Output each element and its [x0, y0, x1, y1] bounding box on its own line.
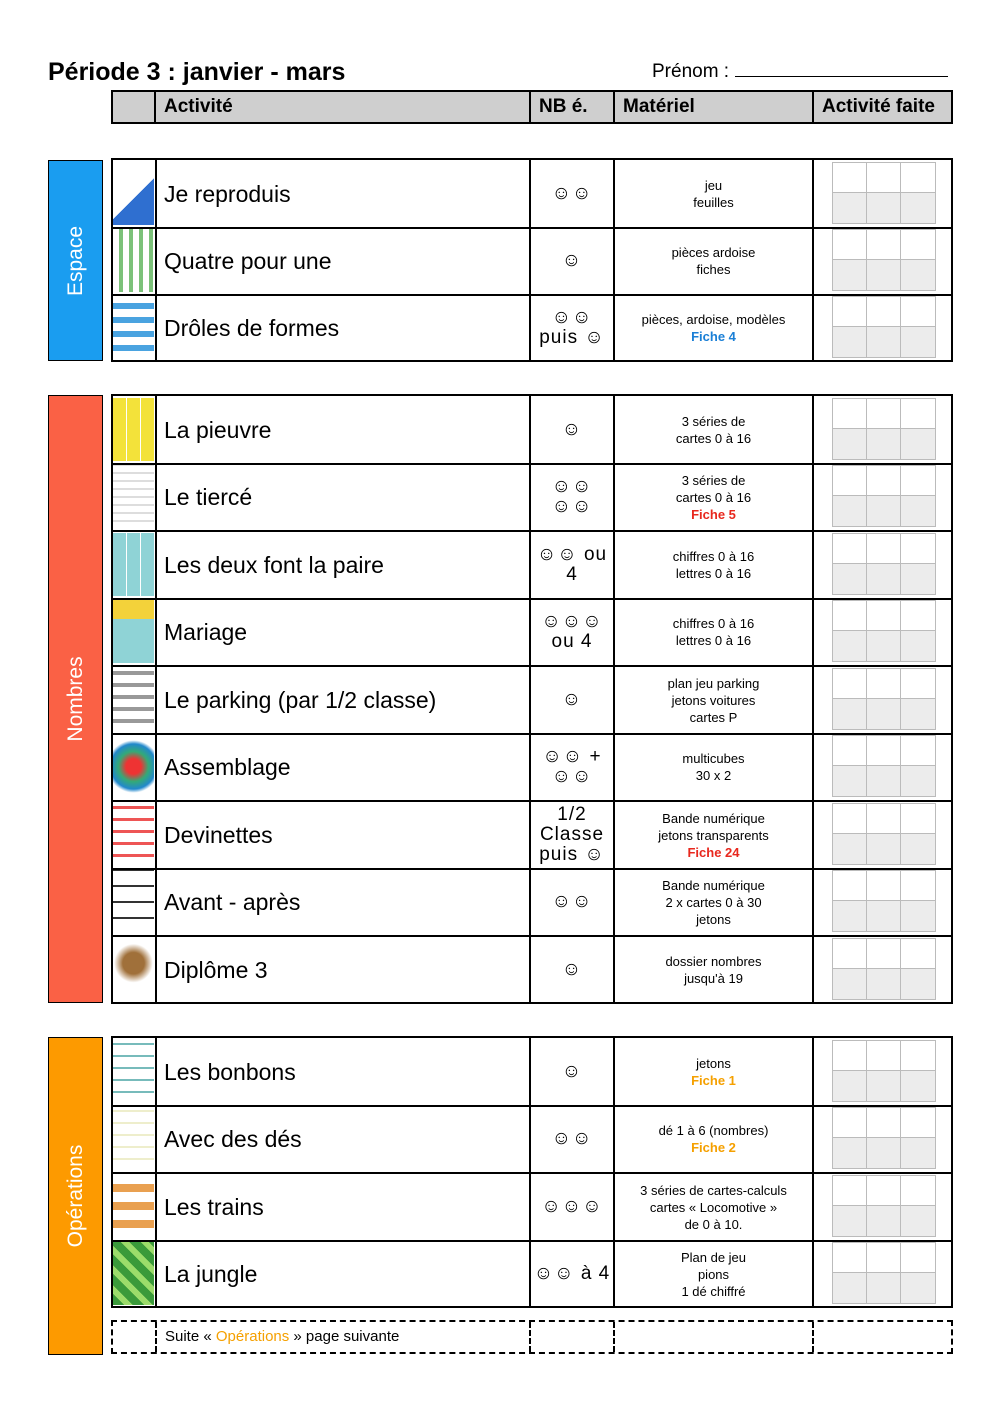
- activite-faite: [812, 936, 953, 1004]
- nb-line: ☺☺: [551, 1128, 593, 1149]
- materiel-line: lettres 0 à 16: [675, 633, 752, 648]
- materiel-line: 3 séries de: [681, 414, 746, 429]
- materiel-line: feuilles: [693, 195, 734, 210]
- check-cell[interactable]: [867, 534, 901, 564]
- check-cell[interactable]: [867, 834, 901, 864]
- check-cell[interactable]: [833, 736, 867, 766]
- activity-name: Assemblage: [155, 733, 529, 801]
- check-cell[interactable]: [867, 871, 901, 901]
- activite-faite: [812, 1240, 953, 1308]
- activity-name: Le parking (par 1/2 classe): [155, 666, 529, 734]
- nb-eleves: [529, 733, 613, 801]
- nb-line: ☺: [561, 1061, 583, 1082]
- table-row: [111, 733, 953, 801]
- activity-name: Drôles de formes: [155, 294, 529, 362]
- check-cell[interactable]: [901, 327, 935, 357]
- activite-faite: [812, 294, 953, 362]
- check-cell[interactable]: [833, 1138, 867, 1168]
- check-cell[interactable]: [867, 163, 901, 193]
- checkbox-grid: [832, 938, 936, 1000]
- check-cell[interactable]: [833, 1243, 867, 1273]
- table-row: [111, 1105, 953, 1173]
- footer-before: Suite «: [165, 1328, 212, 1345]
- materiel-line: dossier nombres: [665, 954, 762, 969]
- materiel: [613, 396, 812, 464]
- check-cell[interactable]: [867, 193, 901, 223]
- check-cell[interactable]: [833, 564, 867, 594]
- table-row: [111, 1173, 953, 1241]
- section-espace: [48, 160, 103, 361]
- check-cell[interactable]: [833, 163, 867, 193]
- activite-faite: [812, 227, 953, 295]
- check-cell[interactable]: [867, 1176, 901, 1206]
- activity-name: Devinettes: [155, 801, 529, 869]
- check-cell[interactable]: [833, 297, 867, 327]
- check-cell[interactable]: [901, 766, 935, 796]
- check-cell[interactable]: [901, 969, 935, 999]
- check-cell[interactable]: [901, 601, 935, 631]
- activity-thumbnail: [113, 1107, 154, 1170]
- prenom-label: Prénom :: [652, 61, 730, 82]
- activite-faite: [812, 868, 953, 936]
- check-cell[interactable]: [901, 1041, 935, 1071]
- activity-name: La jungle: [155, 1240, 529, 1308]
- check-cell[interactable]: [833, 939, 867, 969]
- activity-thumbnail: [113, 162, 154, 225]
- section-nombres: [48, 395, 103, 1003]
- activity-name: La pieuvre: [155, 396, 529, 464]
- nb-eleves: [529, 801, 613, 869]
- activite-faite: [812, 1038, 953, 1106]
- nb-line: 4: [566, 564, 578, 585]
- check-cell[interactable]: [833, 1273, 867, 1303]
- check-cell[interactable]: [901, 1176, 935, 1206]
- check-cell[interactable]: [833, 804, 867, 834]
- checkbox-grid: [832, 398, 936, 460]
- check-cell[interactable]: [867, 1108, 901, 1138]
- check-cell[interactable]: [833, 327, 867, 357]
- check-cell[interactable]: [867, 699, 901, 729]
- nb-eleves: [529, 868, 613, 936]
- check-cell[interactable]: [901, 871, 935, 901]
- activity-name: Avec des dés: [155, 1105, 529, 1173]
- check-cell[interactable]: [833, 1206, 867, 1236]
- activity-thumbnail: [113, 296, 154, 359]
- check-cell[interactable]: [867, 804, 901, 834]
- section-nombres-label: Nombres: [63, 656, 87, 742]
- materiel-line: jetons: [696, 1056, 731, 1071]
- table-row: [111, 1038, 953, 1106]
- materiel-line: cartes 0 à 16: [675, 431, 752, 446]
- check-cell[interactable]: [867, 969, 901, 999]
- activity-thumbnail: [113, 229, 154, 292]
- check-cell[interactable]: [901, 939, 935, 969]
- header-nb: NB é.: [529, 90, 614, 124]
- check-cell[interactable]: [833, 496, 867, 526]
- materiel-line: cartes 0 à 16: [675, 489, 752, 505]
- materiel-line: 30 x 2: [695, 768, 732, 783]
- prenom-field[interactable]: [652, 60, 948, 83]
- fiche-label: Fiche 4: [691, 329, 736, 344]
- checkbox-grid: [832, 162, 936, 224]
- activity-name: Les deux font la paire: [155, 531, 529, 599]
- checkbox-grid: [832, 465, 936, 527]
- check-cell[interactable]: [901, 496, 935, 526]
- table-row: [111, 396, 953, 464]
- materiel: [613, 733, 812, 801]
- check-cell[interactable]: [867, 1206, 901, 1236]
- footer-row: [111, 1320, 953, 1354]
- nb-eleves: [529, 1173, 613, 1241]
- check-cell[interactable]: [867, 496, 901, 526]
- checkbox-grid: [832, 668, 936, 730]
- nb-eleves: [529, 598, 613, 666]
- checkbox-grid: [832, 1040, 936, 1102]
- materiel-line: 2 x cartes 0 à 30: [665, 894, 762, 910]
- nb-line: ☺☺: [551, 891, 593, 912]
- materiel-line: plan jeu parking: [667, 675, 760, 691]
- check-cell[interactable]: [833, 766, 867, 796]
- check-cell[interactable]: [833, 601, 867, 631]
- check-cell[interactable]: [901, 1108, 935, 1138]
- materiel-line: multicubes: [682, 751, 745, 766]
- table-row: [111, 463, 953, 531]
- check-cell[interactable]: [833, 1108, 867, 1138]
- check-cell[interactable]: [833, 1041, 867, 1071]
- table-row: [111, 227, 953, 295]
- nb-eleves: [529, 160, 613, 228]
- checkbox-grid: [832, 803, 936, 865]
- check-cell[interactable]: [867, 1273, 901, 1303]
- nb-line: puis ☺: [539, 844, 605, 865]
- activite-faite: [812, 1105, 953, 1173]
- materiel: [613, 598, 812, 666]
- header-materiel: Matériel: [613, 90, 813, 124]
- nb-line: ☺: [561, 959, 583, 980]
- section-espace-label: Espace: [63, 225, 87, 296]
- materiel-line: 1 dé chiffré: [681, 1283, 746, 1299]
- activity-thumbnail: [113, 735, 154, 798]
- activity-name: Je reproduis: [155, 160, 529, 228]
- nb-line: ou 4: [551, 631, 593, 652]
- activity-thumbnail: [113, 1242, 154, 1305]
- nb-line: ☺☺ +: [542, 746, 602, 767]
- activite-faite: [812, 1173, 953, 1241]
- materiel: [613, 1038, 812, 1106]
- materiel: [613, 666, 812, 734]
- activity-thumbnail: [113, 533, 154, 596]
- check-cell[interactable]: [901, 193, 935, 223]
- activity-thumbnail: [113, 465, 154, 528]
- checkbox-grid: [832, 735, 936, 797]
- check-cell[interactable]: [867, 399, 901, 429]
- nb-eleves: [529, 531, 613, 599]
- check-cell[interactable]: [901, 297, 935, 327]
- materiel-line: jetons voitures: [671, 692, 756, 708]
- materiel: [613, 936, 812, 1004]
- nb-line: ☺☺: [551, 766, 593, 787]
- check-cell[interactable]: [867, 631, 901, 661]
- activite-faite: [812, 801, 953, 869]
- nb-eleves: [529, 1038, 613, 1106]
- check-cell[interactable]: [901, 834, 935, 864]
- materiel: [613, 1173, 812, 1241]
- activity-name: Quatre pour une: [155, 227, 529, 295]
- activity-name: Mariage: [155, 598, 529, 666]
- activite-faite: [812, 396, 953, 464]
- checkbox-grid: [832, 229, 936, 291]
- check-cell[interactable]: [901, 901, 935, 931]
- activity-name: Avant - après: [155, 868, 529, 936]
- materiel-line: Bande numérique: [662, 877, 765, 893]
- activity-name: Les bonbons: [155, 1038, 529, 1106]
- materiel-line: cartes P: [689, 709, 738, 725]
- activity-thumbnail: [113, 1175, 154, 1238]
- materiel-line: lettres 0 à 16: [675, 566, 752, 581]
- materiel: [613, 294, 812, 362]
- checkbox-grid: [832, 1242, 936, 1304]
- check-cell[interactable]: [867, 564, 901, 594]
- materiel: [613, 531, 812, 599]
- nb-line: ☺☺☺: [541, 611, 603, 632]
- check-cell[interactable]: [901, 1138, 935, 1168]
- nb-eleves: [529, 936, 613, 1004]
- check-cell[interactable]: [833, 230, 867, 260]
- materiel-line: cartes « Locomotive »: [649, 1199, 778, 1215]
- footer-after: » page suivante: [293, 1328, 400, 1345]
- nb-line: ☺☺ ou: [536, 544, 608, 565]
- check-cell[interactable]: [867, 297, 901, 327]
- nb-eleves: [529, 1105, 613, 1173]
- nb-line: Classe: [539, 824, 605, 845]
- check-cell[interactable]: [867, 601, 901, 631]
- activity-thumbnail: [113, 600, 154, 663]
- activity-thumbnail: [113, 938, 154, 1001]
- materiel: [613, 227, 812, 295]
- check-cell[interactable]: [833, 669, 867, 699]
- table-row: [111, 160, 953, 228]
- fiche-label: Fiche 24: [687, 844, 740, 860]
- activite-faite: [812, 531, 953, 599]
- check-cell[interactable]: [867, 466, 901, 496]
- activity-thumbnail: [113, 803, 154, 866]
- activity-name: Le tiercé: [155, 463, 529, 531]
- materiel-line: chiffres 0 à 16: [672, 549, 755, 564]
- check-cell[interactable]: [867, 429, 901, 459]
- activite-faite: [812, 598, 953, 666]
- activity-name: Diplôme 3: [155, 936, 529, 1004]
- activity-name: Les trains: [155, 1173, 529, 1241]
- materiel-line: 3 séries de: [681, 472, 746, 488]
- table-row: [111, 868, 953, 936]
- checkbox-grid: [832, 1175, 936, 1237]
- nb-line: ☺☺: [551, 476, 593, 497]
- materiel: [613, 1240, 812, 1308]
- check-cell[interactable]: [833, 399, 867, 429]
- materiel-line: jeu: [704, 178, 723, 193]
- nb-line: ☺: [561, 250, 583, 271]
- nb-line: ☺☺ à 4: [533, 1263, 611, 1284]
- activity-thumbnail: [113, 870, 154, 933]
- fiche-label: Fiche 5: [691, 506, 736, 522]
- check-cell[interactable]: [833, 534, 867, 564]
- table-row: [111, 936, 953, 1004]
- footer-operations-word: Opérations: [215, 1328, 290, 1345]
- check-cell[interactable]: [901, 163, 935, 193]
- check-cell[interactable]: [867, 327, 901, 357]
- table-row: [111, 294, 953, 362]
- check-cell[interactable]: [901, 804, 935, 834]
- nb-line: ☺☺: [551, 307, 593, 328]
- check-cell[interactable]: [901, 736, 935, 766]
- check-cell[interactable]: [901, 699, 935, 729]
- materiel-line: jetons transparents: [658, 827, 769, 843]
- footer-text: [165, 1322, 399, 1352]
- check-cell[interactable]: [833, 1176, 867, 1206]
- materiel-line: 3 séries de cartes-calculs: [640, 1182, 787, 1198]
- section-operations: [48, 1037, 103, 1355]
- check-cell[interactable]: [867, 1041, 901, 1071]
- check-cell[interactable]: [867, 766, 901, 796]
- check-cell[interactable]: [833, 1071, 867, 1101]
- nb-eleves: [529, 666, 613, 734]
- nb-line: puis ☺: [539, 327, 605, 348]
- nb-eleves: [529, 294, 613, 362]
- check-cell[interactable]: [833, 901, 867, 931]
- table-row: [111, 531, 953, 599]
- table-row: [111, 1240, 953, 1308]
- activite-faite: [812, 733, 953, 801]
- materiel-line: fiches: [696, 262, 731, 277]
- check-cell[interactable]: [867, 260, 901, 290]
- prenom-line[interactable]: [735, 60, 948, 77]
- check-cell[interactable]: [833, 969, 867, 999]
- materiel-line: pions: [697, 1266, 730, 1282]
- table-row: [111, 801, 953, 869]
- check-cell[interactable]: [833, 631, 867, 661]
- check-cell[interactable]: [867, 1243, 901, 1273]
- header-activite: Activité: [154, 90, 530, 124]
- check-cell[interactable]: [901, 1273, 935, 1303]
- check-cell[interactable]: [833, 429, 867, 459]
- materiel-line: Plan de jeu: [680, 1249, 747, 1265]
- fiche-label: Fiche 2: [691, 1140, 736, 1155]
- check-cell[interactable]: [867, 1071, 901, 1101]
- check-cell[interactable]: [833, 871, 867, 901]
- materiel: [613, 801, 812, 869]
- nb-eleves: [529, 396, 613, 464]
- nb-line: ☺☺: [551, 183, 593, 204]
- check-cell[interactable]: [901, 631, 935, 661]
- check-cell[interactable]: [901, 1243, 935, 1273]
- check-cell[interactable]: [901, 399, 935, 429]
- activite-faite: [812, 463, 953, 531]
- header-faite: Activité faite: [812, 90, 953, 124]
- checkbox-grid: [832, 600, 936, 662]
- materiel-line: jusqu'à 19: [684, 971, 743, 986]
- check-cell[interactable]: [867, 736, 901, 766]
- check-cell[interactable]: [833, 260, 867, 290]
- check-cell[interactable]: [901, 429, 935, 459]
- check-cell[interactable]: [833, 834, 867, 864]
- materiel-line: pièces ardoise: [671, 245, 756, 260]
- nb-line: ☺: [561, 689, 583, 710]
- check-cell[interactable]: [833, 193, 867, 223]
- nb-line: 1/2: [557, 804, 587, 825]
- check-cell[interactable]: [867, 901, 901, 931]
- check-cell[interactable]: [867, 939, 901, 969]
- table-row: [111, 666, 953, 734]
- page-title: Période 3 : janvier - mars: [48, 58, 346, 86]
- check-cell[interactable]: [901, 1071, 935, 1101]
- materiel: [613, 1105, 812, 1173]
- activity-thumbnail: [113, 1040, 154, 1103]
- check-cell[interactable]: [901, 669, 935, 699]
- check-cell[interactable]: [901, 230, 935, 260]
- activite-faite: [812, 160, 953, 228]
- check-cell[interactable]: [901, 260, 935, 290]
- materiel-line: chiffres 0 à 16: [672, 616, 755, 631]
- checkbox-grid: [832, 533, 936, 595]
- checkbox-grid: [832, 870, 936, 932]
- nb-line: ☺☺: [551, 496, 593, 517]
- check-cell[interactable]: [901, 466, 935, 496]
- nb-line: ☺: [561, 419, 583, 440]
- fiche-label: Fiche 1: [691, 1073, 736, 1088]
- check-cell[interactable]: [901, 534, 935, 564]
- materiel-line: dé 1 à 6 (nombres): [658, 1123, 769, 1138]
- activite-faite: [812, 666, 953, 734]
- check-cell[interactable]: [901, 564, 935, 594]
- check-cell[interactable]: [833, 699, 867, 729]
- nb-line: ☺☺☺: [541, 1196, 603, 1217]
- table-row: [111, 598, 953, 666]
- activity-thumbnail: [113, 398, 154, 461]
- section-operations-label: Opérations: [63, 1144, 87, 1248]
- checkbox-grid: [832, 1107, 936, 1169]
- check-cell[interactable]: [901, 1206, 935, 1236]
- materiel: [613, 463, 812, 531]
- check-cell[interactable]: [867, 230, 901, 260]
- check-cell[interactable]: [867, 669, 901, 699]
- materiel-line: de 0 à 10.: [684, 1216, 743, 1232]
- materiel-line: pièces, ardoise, modèles: [641, 312, 786, 327]
- materiel: [613, 160, 812, 228]
- checkbox-grid: [832, 296, 936, 358]
- check-cell[interactable]: [833, 466, 867, 496]
- nb-eleves: [529, 463, 613, 531]
- activity-thumbnail: [113, 668, 154, 731]
- nb-eleves: [529, 227, 613, 295]
- check-cell[interactable]: [867, 1138, 901, 1168]
- materiel-line: Bande numérique: [662, 810, 765, 826]
- materiel-line: jetons: [696, 911, 731, 927]
- materiel: [613, 868, 812, 936]
- nb-eleves: [529, 1240, 613, 1308]
